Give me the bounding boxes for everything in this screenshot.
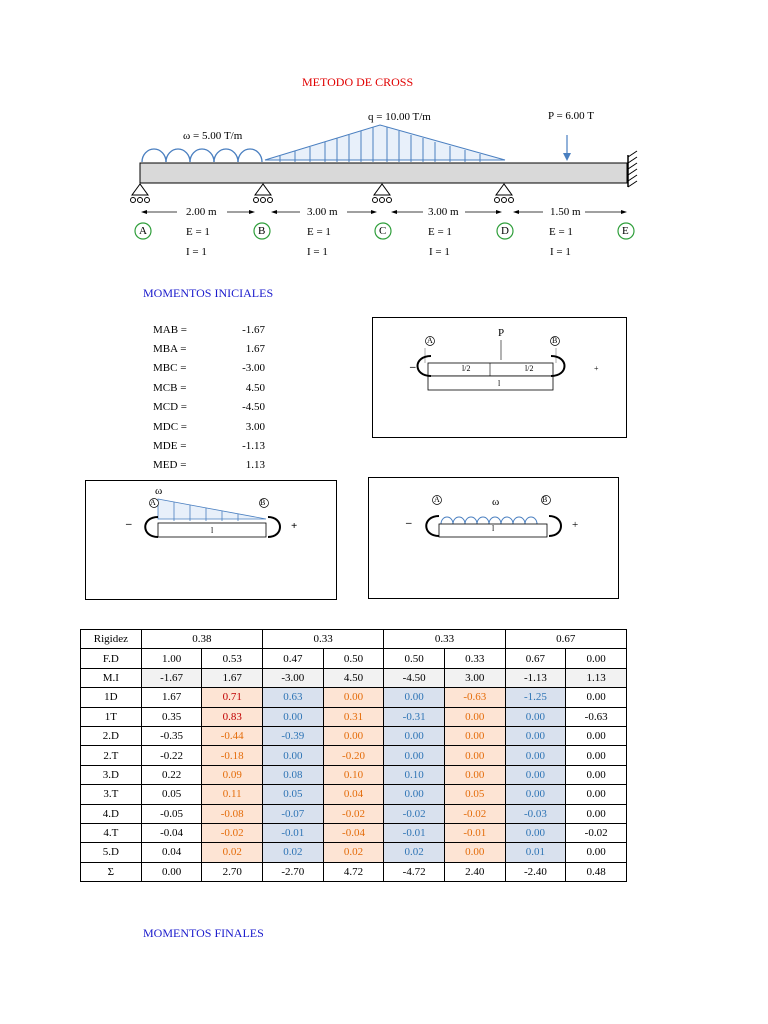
- table-cell: 0.00: [566, 804, 627, 823]
- table-cell: -0.01: [263, 823, 324, 842]
- table-cell: -1.25: [505, 688, 566, 707]
- table-cell: -0.31: [384, 707, 445, 726]
- triangular-load-label: q = 10.00 T/m: [368, 111, 431, 123]
- table-cell: -1.67: [141, 668, 202, 687]
- table-cell: 0.00: [505, 707, 566, 726]
- table-cell: 0.10: [384, 765, 445, 784]
- table-cell: -2.70: [263, 862, 324, 881]
- row-label: 1T: [81, 707, 142, 726]
- table-row: [81, 649, 627, 668]
- span-length-ab: 2.00 m: [186, 206, 217, 218]
- moment-value: 1.13: [245, 459, 265, 472]
- table-cell: 0.02: [323, 843, 384, 862]
- table-cell: 0.00: [263, 746, 324, 765]
- table-cell: -0.44: [202, 726, 263, 745]
- box-uni-minus: –: [406, 517, 412, 529]
- moment-row: [153, 417, 265, 436]
- table-cell: 0.31: [323, 707, 384, 726]
- moment-value: -1.67: [242, 323, 265, 336]
- table-cell: 0.00: [505, 726, 566, 745]
- span-i-cd: I = 1: [429, 246, 450, 258]
- table-cell: -2.40: [505, 862, 566, 881]
- initial-moments-list: [153, 320, 265, 475]
- table-cell: -0.02: [566, 823, 627, 842]
- moment-row: [153, 398, 265, 417]
- uniform-load-label: ω = 5.00 T/m: [183, 130, 243, 142]
- box-tri-w: ω: [155, 485, 163, 497]
- table-cell: -3.00: [263, 668, 324, 687]
- span-i-bc: I = 1: [307, 246, 328, 258]
- table-row: [81, 688, 627, 707]
- table-cell: 2.70: [202, 862, 263, 881]
- table-cell: 0.05: [444, 785, 505, 804]
- row-label: 4.T: [81, 823, 142, 842]
- table-cell: -0.04: [141, 823, 202, 842]
- table-cell: 0.71: [202, 688, 263, 707]
- table-cell: 0.22: [141, 765, 202, 784]
- table-cell: 0.00: [444, 843, 505, 862]
- table-row: [81, 823, 627, 842]
- table-cell: 0.00: [444, 746, 505, 765]
- moment-name: MCB =: [153, 381, 187, 394]
- box-uni-a: A: [434, 495, 440, 504]
- span-length-de: 1.50 m: [550, 206, 581, 218]
- beam-diagram: [125, 105, 645, 265]
- table-cell: -0.02: [202, 823, 263, 842]
- table-cell: 0.00: [505, 746, 566, 765]
- table-cell: 0.05: [141, 785, 202, 804]
- table-cell: 0.50: [384, 649, 445, 668]
- moment-value: -4.50: [242, 401, 265, 414]
- table-cell: 0.09: [202, 765, 263, 784]
- table-cell: 1.00: [141, 649, 202, 668]
- span-i-ab: I = 1: [186, 246, 207, 258]
- table-cell: 0.00: [444, 765, 505, 784]
- moment-row: [153, 378, 265, 397]
- box-tri-b: B: [260, 498, 266, 507]
- table-cell: 1.67: [202, 668, 263, 687]
- table-cell: 0.33: [444, 649, 505, 668]
- moment-name: MDC =: [153, 420, 188, 433]
- triangular-load-sketch: [86, 481, 336, 599]
- box-p-p: P: [498, 327, 505, 339]
- stiffness-row: [81, 630, 627, 649]
- table-cell: -0.22: [141, 746, 202, 765]
- table-cell: 0.00: [566, 785, 627, 804]
- table-cell: 0.53: [202, 649, 263, 668]
- table-cell: 0.00: [566, 843, 627, 862]
- span-e-cd: E = 1: [428, 226, 452, 238]
- box-uni-b: B: [542, 495, 548, 504]
- page-title: METODO DE CROSS: [302, 75, 414, 89]
- table-cell: 0.83: [202, 707, 263, 726]
- box-p-b: B: [552, 336, 558, 345]
- moment-value: 4.50: [245, 381, 265, 394]
- row-label: 4.D: [81, 804, 142, 823]
- table-cell: -0.63: [444, 688, 505, 707]
- moment-value: -3.00: [242, 362, 265, 375]
- moment-row: [153, 320, 265, 339]
- moment-row: [153, 436, 265, 455]
- moment-name: MCD =: [153, 401, 188, 414]
- table-cell: 0.00: [566, 765, 627, 784]
- table-cell: 0.00: [444, 726, 505, 745]
- table-cell: 0.02: [202, 843, 263, 862]
- table-cell: 0.00: [323, 688, 384, 707]
- table-row: [81, 707, 627, 726]
- initial-moments-heading: MOMENTOS INICIALES: [143, 286, 274, 300]
- box-tri-a: A: [150, 498, 156, 507]
- moment-name: MED =: [153, 459, 187, 472]
- table-row: [81, 746, 627, 765]
- table-row: [81, 785, 627, 804]
- cross-distribution-table: [80, 629, 627, 882]
- table-cell: 3.00: [444, 668, 505, 687]
- table-row: [81, 765, 627, 784]
- table-cell: 0.00: [384, 746, 445, 765]
- table-row: [81, 804, 627, 823]
- table-cell: -0.02: [444, 804, 505, 823]
- span-e-bc: E = 1: [307, 226, 331, 238]
- box-p-half1: l/2: [462, 364, 471, 373]
- moment-row: [153, 339, 265, 358]
- row-label: 2.T: [81, 746, 142, 765]
- table-cell: 0.00: [141, 862, 202, 881]
- row-label: 2.D: [81, 726, 142, 745]
- table-cell: -0.05: [141, 804, 202, 823]
- stiffness-cd: 0.33: [384, 630, 505, 649]
- table-cell: -4.50: [384, 668, 445, 687]
- box-uni-plus: +: [572, 519, 579, 531]
- table-cell: -0.35: [141, 726, 202, 745]
- span-i-de: I = 1: [550, 246, 571, 258]
- table-cell: -0.20: [323, 746, 384, 765]
- stiffness-bc: 0.33: [263, 630, 384, 649]
- table-cell: 0.00: [566, 746, 627, 765]
- table-cell: -0.08: [202, 804, 263, 823]
- table-cell: -0.07: [263, 804, 324, 823]
- table-cell: 0.02: [384, 843, 445, 862]
- box-p-length: l: [498, 379, 501, 388]
- point-load-label: P = 6.00 T: [548, 110, 594, 122]
- moment-name: MBC =: [153, 362, 187, 375]
- table-cell: -0.04: [323, 823, 384, 842]
- table-row: [81, 726, 627, 745]
- row-label: Σ: [81, 862, 142, 881]
- table-cell: 0.04: [141, 843, 202, 862]
- row-label: F.D: [81, 649, 142, 668]
- box-p-plus: +: [594, 364, 599, 373]
- box-p-minus: –: [410, 361, 416, 373]
- table-cell: 1.13: [566, 668, 627, 687]
- moment-row: [153, 359, 265, 378]
- stiffness-label: Rigidez: [81, 630, 142, 649]
- table-cell: 0.00: [263, 707, 324, 726]
- span-length-bc: 3.00 m: [307, 206, 338, 218]
- row-label: 3.D: [81, 765, 142, 784]
- stiffness-ab: 0.38: [141, 630, 262, 649]
- distribution-rows: [81, 649, 627, 882]
- span-e-ab: E = 1: [186, 226, 210, 238]
- table-cell: 0.00: [323, 726, 384, 745]
- triangular-load-formula-box: [85, 480, 337, 600]
- box-p-half2: l/2: [525, 364, 534, 373]
- table-cell: 0.47: [263, 649, 324, 668]
- table-cell: -0.03: [505, 804, 566, 823]
- table-cell: 0.10: [323, 765, 384, 784]
- moment-row: [153, 456, 265, 475]
- node-c: C: [379, 225, 387, 237]
- table-cell: -0.39: [263, 726, 324, 745]
- row-label: M.I: [81, 668, 142, 687]
- moment-value: 1.67: [245, 343, 265, 356]
- table-cell: 4.50: [323, 668, 384, 687]
- moment-name: MBA =: [153, 343, 187, 356]
- row-label: 1D: [81, 688, 142, 707]
- moment-value: 3.00: [245, 420, 265, 433]
- box-tri-plus: +: [291, 520, 298, 532]
- table-row: [81, 843, 627, 862]
- table-cell: 0.35: [141, 707, 202, 726]
- node-d: D: [501, 225, 509, 237]
- table-cell: 0.48: [566, 862, 627, 881]
- table-cell: 0.00: [505, 785, 566, 804]
- final-moments-heading: MOMENTOS FINALES: [143, 926, 264, 940]
- table-cell: 0.00: [566, 688, 627, 707]
- table-cell: -1.13: [505, 668, 566, 687]
- row-label: 3.T: [81, 785, 142, 804]
- table-row: [81, 668, 627, 687]
- table-cell: 0.00: [505, 823, 566, 842]
- table-cell: 0.02: [263, 843, 324, 862]
- box-tri-length: l: [211, 526, 214, 535]
- table-cell: -0.63: [566, 707, 627, 726]
- box-p-a: A: [427, 336, 433, 345]
- table-cell: -0.02: [384, 804, 445, 823]
- table-cell: 0.00: [566, 649, 627, 668]
- box-tri-minus: –: [126, 518, 132, 530]
- table-cell: 0.05: [263, 785, 324, 804]
- table-cell: -0.18: [202, 746, 263, 765]
- table-row: [81, 862, 627, 881]
- table-cell: -0.02: [323, 804, 384, 823]
- table-cell: 2.40: [444, 862, 505, 881]
- table-cell: 0.50: [323, 649, 384, 668]
- table-cell: -0.01: [444, 823, 505, 842]
- table-cell: 0.00: [384, 785, 445, 804]
- table-cell: 0.00: [566, 726, 627, 745]
- table-cell: 0.00: [384, 688, 445, 707]
- span-length-cd: 3.00 m: [428, 206, 459, 218]
- span-e-de: E = 1: [549, 226, 573, 238]
- table-cell: 0.00: [384, 726, 445, 745]
- table-cell: -0.01: [384, 823, 445, 842]
- table-cell: 0.04: [323, 785, 384, 804]
- node-e: E: [622, 225, 629, 237]
- node-b: B: [258, 225, 266, 237]
- box-uni-length: l: [492, 524, 495, 533]
- table-cell: -4.72: [384, 862, 445, 881]
- table-cell: 0.00: [444, 707, 505, 726]
- stiffness-de: 0.67: [505, 630, 626, 649]
- table-cell: 1.67: [141, 688, 202, 707]
- table-cell: 0.08: [263, 765, 324, 784]
- table-cell: 0.00: [505, 765, 566, 784]
- box-uni-w: ω: [492, 496, 500, 508]
- table-cell: 0.67: [505, 649, 566, 668]
- table-cell: 0.01: [505, 843, 566, 862]
- table-cell: 4.72: [323, 862, 384, 881]
- row-label: 5.D: [81, 843, 142, 862]
- node-a: A: [139, 225, 147, 237]
- moment-value: -1.13: [242, 440, 265, 453]
- moment-name: MDE =: [153, 440, 187, 453]
- table-cell: 0.63: [263, 688, 324, 707]
- moment-name: MAB =: [153, 323, 188, 336]
- table-cell: 0.11: [202, 785, 263, 804]
